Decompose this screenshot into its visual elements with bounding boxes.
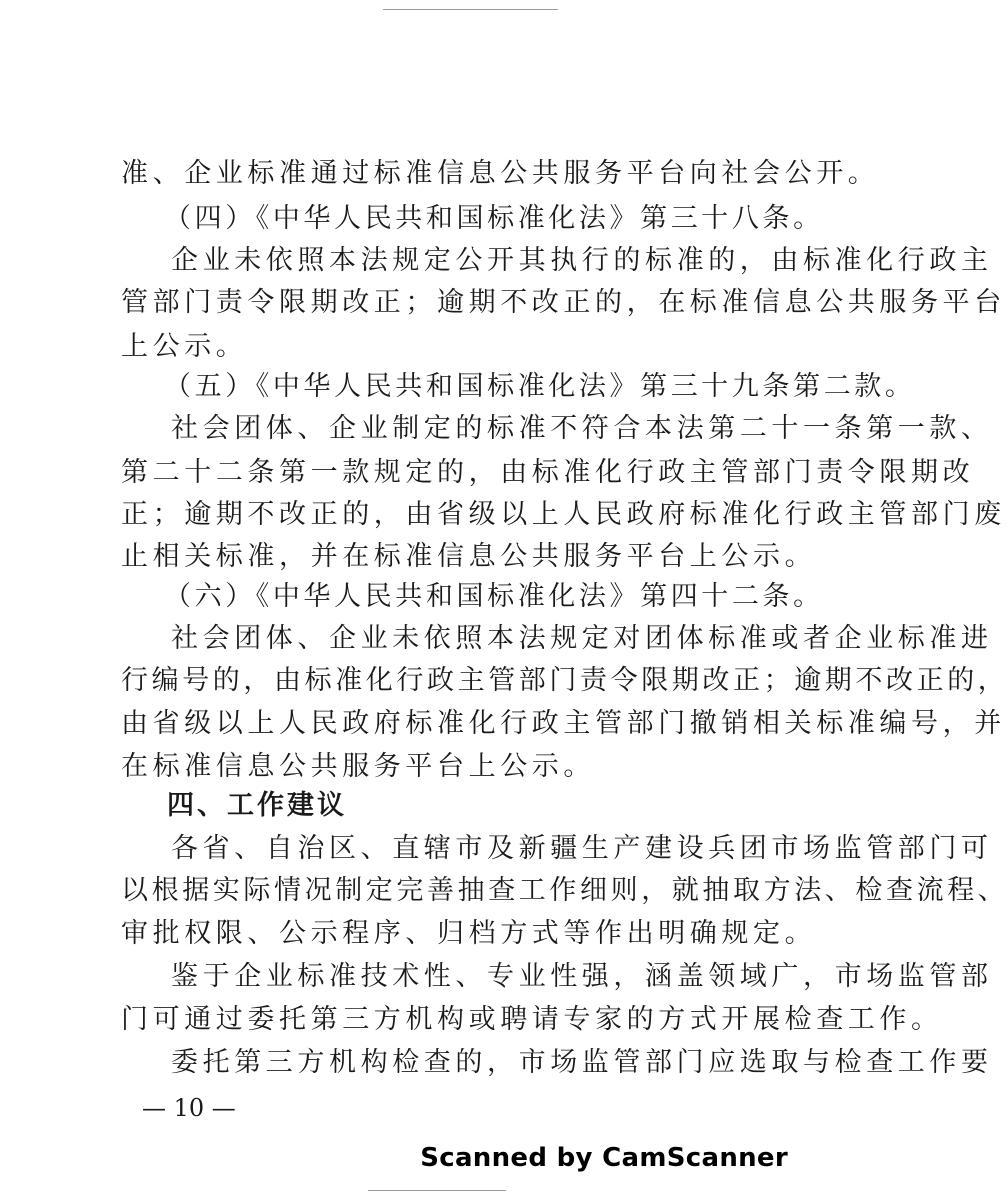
text-line: 门可通过委托第三方机构或聘请专家的方式开展检查工作。 [121, 1004, 943, 1035]
text-line: 委托第三方机构检查的，市场监管部门应选取与检查工作要 [171, 1047, 993, 1078]
text-line: 审批权限、公示程序、归档方式等作出明确规定。 [121, 918, 817, 949]
law-citation-heading: （六）《中华人民共和国标准化法》第四十二条。 [164, 581, 824, 612]
law-citation-heading: （五）《中华人民共和国标准化法》第三十九条第二款。 [164, 371, 916, 402]
text-line: 社会团体、企业未依照本法规定对团体标准或者企业标准进 [171, 623, 993, 654]
text-line: 止相关标准，并在标准信息公共服务平台上公示。 [121, 541, 817, 572]
text-line: 由省级以上人民政府标准化行政主管部门撤销相关标准编号，并 [121, 708, 1006, 739]
text-line: 第二十二条第一款规定的，由标准化行政主管部门责令限期改 [121, 457, 975, 488]
text-line: 正；逾期不改正的，由省级以上人民政府标准化行政主管部门废 [121, 499, 1006, 530]
law-citation-heading: （四）《中华人民共和国标准化法》第三十八条。 [164, 203, 824, 234]
scan-edge-bottom [368, 1190, 506, 1191]
page-number: — 10 — [142, 1094, 236, 1122]
text-line: 管部门责令限期改正；逾期不改正的，在标准信息公共服务平台 [121, 287, 1006, 318]
text-line: 社会团体、企业制定的标准不符合本法第二十一条第一款、 [171, 413, 993, 444]
text-line: 上公示。 [121, 331, 248, 362]
text-line: 在标准信息公共服务平台上公示。 [121, 751, 595, 782]
text-line: 各省、自治区、直辖市及新疆生产建设兵团市场监管部门可 [171, 833, 993, 864]
text-line: 企业未依照本法规定公开其执行的标准的，由标准化行政主 [171, 245, 993, 276]
text-line: 准、企业标准通过标准信息公共服务平台向社会公开。 [121, 158, 880, 189]
section-heading: 四、工作建议 [167, 790, 347, 821]
text-line: 行编号的，由标准化行政主管部门责令限期改正；逾期不改正的， [121, 665, 1008, 696]
scan-edge-top [383, 9, 558, 10]
camscanner-watermark: Scanned by CamScanner [420, 1143, 788, 1173]
text-line: 以根据实际情况制定完善抽查工作细则，就抽取方法、检查流程、 [121, 875, 1008, 906]
text-line: 鉴于企业标准技术性、专业性强，涵盖领域广，市场监管部 [171, 961, 993, 992]
